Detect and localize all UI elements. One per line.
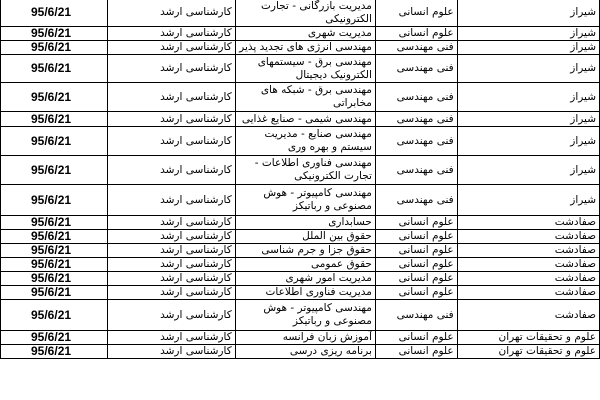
table-row	[1, 55, 600, 83]
date-cell: 95/6/21	[1, 300, 108, 331]
date-cell: 95/6/21	[1, 230, 108, 244]
group-cell: علوم انسانی	[375, 216, 457, 230]
table-row	[1, 27, 600, 41]
field-cell: مهندسی شیمی - صنایع غذایی	[235, 112, 375, 127]
degree-cell: کارشناسی ارشد	[108, 112, 235, 127]
group-cell: علوم انسانی	[375, 286, 457, 300]
place-cell: صفادشت	[457, 286, 599, 300]
group-cell: علوم انسانی	[375, 345, 457, 359]
group-cell: فنی مهندسی	[375, 83, 457, 112]
field-cell: حقوق بین الملل	[235, 230, 375, 244]
table-row	[1, 286, 600, 300]
degree-cell: کارشناسی ارشد	[108, 230, 235, 244]
group-cell: علوم انسانی	[375, 0, 457, 27]
degree-cell: کارشناسی ارشد	[108, 272, 235, 286]
table-row	[1, 41, 600, 55]
field-cell: مهندسی کامپیوتر - هوش مصنوعی و رباتیکز	[235, 300, 375, 331]
field-cell: مدیریت شهری	[235, 27, 375, 41]
degree-cell: کارشناسی ارشد	[108, 83, 235, 112]
table-row	[1, 112, 600, 127]
date-cell: 95/6/21	[1, 185, 108, 216]
place-cell: صفادشت	[457, 230, 599, 244]
group-cell: فنی مهندسی	[375, 300, 457, 331]
place-cell: شیراز	[457, 55, 599, 83]
group-cell: علوم انسانی	[375, 27, 457, 41]
group-cell: فنی مهندسی	[375, 156, 457, 185]
table-row	[1, 244, 600, 258]
degree-cell: کارشناسی ارشد	[108, 258, 235, 272]
degree-cell: کارشناسی ارشد	[108, 0, 235, 27]
field-cell: مهندسی کامپیوتر - هوش مصنوعی و رباتیکز	[235, 185, 375, 216]
table-row	[1, 230, 600, 244]
place-cell: شیراز	[457, 185, 599, 216]
date-cell: 95/6/21	[1, 216, 108, 230]
date-cell: 95/6/21	[1, 156, 108, 185]
group-cell: علوم انسانی	[375, 244, 457, 258]
place-cell: صفادشت	[457, 244, 599, 258]
place-cell: شیراز	[457, 41, 599, 55]
field-cell: مدیریت بازرگانی - تجارت الکترونیکی	[235, 0, 375, 27]
date-cell: 95/6/21	[1, 41, 108, 55]
place-cell: شیراز	[457, 83, 599, 112]
table-body	[1, 0, 600, 359]
place-cell: علوم و تحقیقات تهران	[457, 345, 599, 359]
date-cell: 95/6/21	[1, 258, 108, 272]
table-row	[1, 258, 600, 272]
field-cell: مهندسی انرژی های تجدید پذیر	[235, 41, 375, 55]
date-cell: 95/6/21	[1, 331, 108, 345]
date-cell: 95/6/21	[1, 272, 108, 286]
degree-cell: کارشناسی ارشد	[108, 331, 235, 345]
field-cell: مهندسی صنایع - مدیریت سیستم و بهره وری	[235, 127, 375, 156]
place-cell: صفادشت	[457, 216, 599, 230]
date-cell: 95/6/21	[1, 112, 108, 127]
field-cell: حسابداری	[235, 216, 375, 230]
place-cell: شیراز	[457, 0, 599, 27]
table-row	[1, 216, 600, 230]
field-cell: برنامه ریزی درسی	[235, 345, 375, 359]
date-cell: 95/6/21	[1, 127, 108, 156]
degree-cell: کارشناسی ارشد	[108, 55, 235, 83]
table-row	[1, 185, 600, 216]
date-cell: 95/6/21	[1, 83, 108, 112]
table-row	[1, 83, 600, 112]
table-row	[1, 331, 600, 345]
place-cell: شیراز	[457, 27, 599, 41]
group-cell: فنی مهندسی	[375, 112, 457, 127]
degree-cell: کارشناسی ارشد	[108, 345, 235, 359]
group-cell: علوم انسانی	[375, 272, 457, 286]
field-cell: حقوق جزا و جرم شناسی	[235, 244, 375, 258]
degree-cell: کارشناسی ارشد	[108, 300, 235, 331]
table-row	[1, 345, 600, 359]
group-cell: علوم انسانی	[375, 258, 457, 272]
field-cell: مدیریت فناوری اطلاعات	[235, 286, 375, 300]
place-cell: علوم و تحقیقات تهران	[457, 331, 599, 345]
place-cell: صفادشت	[457, 258, 599, 272]
table-row	[1, 156, 600, 185]
place-cell: صفادشت	[457, 272, 599, 286]
field-cell: مدیریت امور شهری	[235, 272, 375, 286]
degree-cell: کارشناسی ارشد	[108, 244, 235, 258]
group-cell: فنی مهندسی	[375, 185, 457, 216]
degree-cell: کارشناسی ارشد	[108, 41, 235, 55]
place-cell: صفادشت	[457, 300, 599, 331]
field-cell: آموزش زبان فرانسه	[235, 331, 375, 345]
group-cell: فنی مهندسی	[375, 127, 457, 156]
degree-cell: کارشناسی ارشد	[108, 185, 235, 216]
degree-cell: کارشناسی ارشد	[108, 286, 235, 300]
group-cell: فنی مهندسی	[375, 55, 457, 83]
field-cell: مهندسی برق - سیستمهای الکترونیک دیجیتال	[235, 55, 375, 83]
place-cell: شیراز	[457, 156, 599, 185]
degree-cell: کارشناسی ارشد	[108, 27, 235, 41]
degree-cell: کارشناسی ارشد	[108, 216, 235, 230]
field-cell: مهندسی برق - شبکه های مخابراتی	[235, 83, 375, 112]
table-row	[1, 127, 600, 156]
degree-cell: کارشناسی ارشد	[108, 127, 235, 156]
place-cell: شیراز	[457, 112, 599, 127]
date-cell: 95/6/21	[1, 0, 108, 27]
group-cell: علوم انسانی	[375, 230, 457, 244]
date-cell: 95/6/21	[1, 55, 108, 83]
place-cell: شیراز	[457, 127, 599, 156]
table-row	[1, 300, 600, 331]
table-row	[1, 272, 600, 286]
date-cell: 95/6/21	[1, 286, 108, 300]
date-cell: 95/6/21	[1, 244, 108, 258]
degree-cell: کارشناسی ارشد	[108, 156, 235, 185]
date-cell: 95/6/21	[1, 345, 108, 359]
table-row	[1, 0, 600, 27]
group-cell: فنی مهندسی	[375, 41, 457, 55]
date-cell: 95/6/21	[1, 27, 108, 41]
group-cell: علوم انسانی	[375, 331, 457, 345]
field-cell: مهندسی فناوری اطلاعات - تجارت الکترونیکی	[235, 156, 375, 185]
field-cell: حقوق عمومی	[235, 258, 375, 272]
